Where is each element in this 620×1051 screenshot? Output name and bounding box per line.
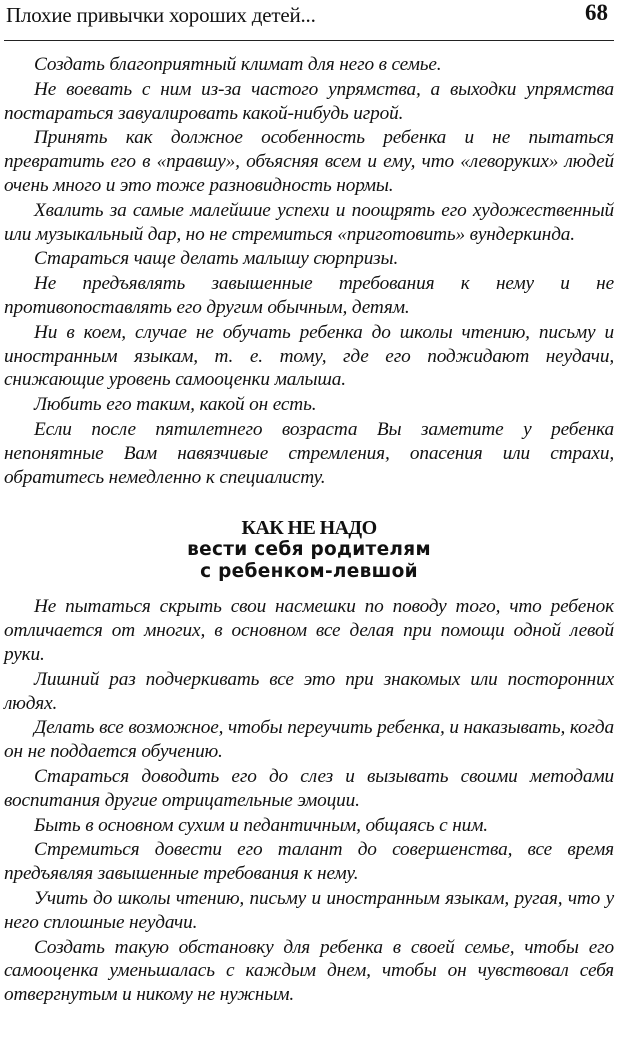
paragraph: Учить до школы чтению, письму и иностранным языкам, ругая, что у него сплошные неудачи. (4, 887, 614, 933)
paragraph: Стремиться довести его талант до совершенства, все время предъявляя завышенные требования к нему. (4, 839, 614, 885)
paragraph: Принять как должное особенность ребенка и не пытаться превратить его в «правшу», объясняя всем и ему, что «леворуких» людей очень много и это тоже разновидность нормы. (4, 127, 614, 196)
paragraph: Хвалить за самые малейшие успехи и поощрять его художественный или музыкальный дар, но не стремиться «приготовить» вундеркинда. (4, 199, 614, 245)
paragraph: Лишний раз подчеркивать все это при знакомых или посторонних людях. (4, 668, 614, 714)
paragraph: Создать такую обстановку для ребенка в своей семье, чтобы его самооценка уменьшалась с каждым днем, чтобы он чувствовал себя отвергнутым и никому не нужным. (4, 936, 614, 1006)
donts-section (4, 595, 614, 1007)
paragraph: Быть в основном сухим и педантичным, общаясь с ним. (34, 814, 488, 836)
paragraph: Делать все возможное, чтобы переучить ребенка, и наказывать, когда он не поддается обучению. (4, 717, 614, 763)
recommendations-section (4, 53, 614, 489)
paragraph: Любить его таким, какой он есть. (34, 394, 317, 416)
running-title: Плохие привычки хороших детей... (6, 3, 316, 27)
section-heading (4, 517, 614, 583)
paragraph: Стараться чаще делать малышу сюрпризы. (34, 248, 399, 270)
paragraph: Ни в коем, случае не обучать ребенка до школы чтению, письму и иностранным языкам, т. е. тому, где его поджидают неудачи, снижающие уровень самооценки малыша. (4, 321, 614, 391)
paragraph: Не пытаться скрыть свои насмешки по поводу того, что ребенок отличается от многих, в основном все делая при помощи одной левой руки. (4, 596, 614, 665)
heading-line-2: вести себя родителям (187, 539, 431, 561)
paragraph: Создать благоприятный климат для него в семье. (34, 54, 442, 75)
paragraph: Если после пятилетнего возраста Вы заметите у ребенка непонятные Вам навязчивые стремления, опасения или страхи, обратитесь немедленно к специалисту. (4, 418, 614, 488)
page-number: 68 (585, 0, 608, 25)
paragraph: Стараться доводить его до слез и вызывать своими методами воспитания другие отрицательные эмоции. (4, 765, 614, 811)
paragraph: Не воевать с ним из-за частого упрямства, а выходки упрямства постараться завуалировать какой-нибудь игрой. (4, 78, 614, 124)
paragraph: Не предъявлять завышенные требования к нему и не противопоставлять его другим обычным, детям. (4, 273, 614, 318)
page-header (4, 0, 614, 41)
heading-line-3: с ребенком-левшой (200, 561, 418, 583)
heading-line-1: КАК НЕ НАДО (241, 517, 377, 540)
